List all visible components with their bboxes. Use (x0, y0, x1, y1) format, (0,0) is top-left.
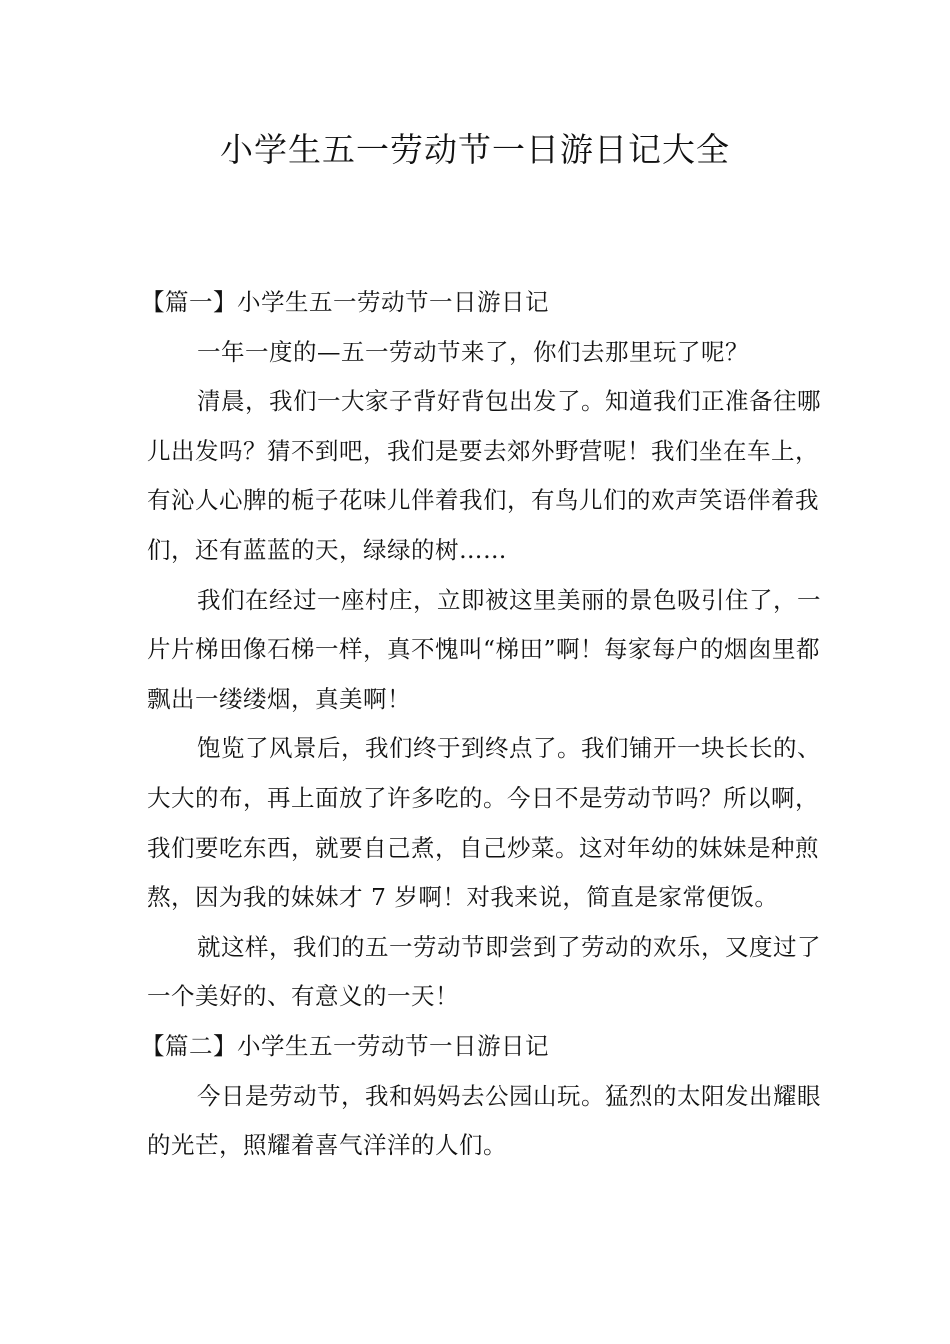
paragraph: 一年一度的—五一劳动节来了，你们去那里玩了呢？ (197, 337, 749, 366)
section-heading-2: 【篇二】小学生五一劳动节一日游日记 (141, 1031, 549, 1060)
paragraph: 饱览了风景后，我们终于到终点了。我们铺开一块长长的、大大的布，再上面放了许多吃的。今日不是劳动节吗？所以啊，我们要吃东西，就要自己煮，自己炒菜。这对年幼的妹妹是种煎熬，因为我的妹妹才 7 岁啊！对我来说，简直是家常便饭。 (147, 734, 821, 912)
paragraph: 今日是劳动节，我和妈妈去公园山玩。猛烈的太阳发出耀眼的光芒，照耀着喜气洋洋的人们。 (147, 1081, 821, 1160)
document-title: 小学生五一劳动节一日游日记大全 (220, 130, 730, 169)
paragraph: 我们在经过一座村庄，立即被这里美丽的景色吸引住了，一片片梯田像石梯一样，真不愧叫“梯田”啊！每家每户的烟囱里都飘出一缕缕烟，真美啊！ (147, 585, 821, 713)
paragraph: 就这样，我们的五一劳动节即尝到了劳动的欢乐，又度过了一个美好的、有意义的一天！ (147, 932, 821, 1011)
document-body (141, 278, 827, 1171)
paragraph: 清晨，我们一大家子背好背包出发了。知道我们正准备往哪儿出发吗？猜不到吧，我们是要去郊外野营呢！我们坐在车上，有沁人心脾的栀子花味儿伴着我们，有鸟儿们的欢声笑语伴着我们，还有蓝蓝的天，绿绿的树…… (147, 387, 821, 564)
section-heading-1: 【篇一】小学生五一劳动节一日游日记 (141, 288, 549, 316)
